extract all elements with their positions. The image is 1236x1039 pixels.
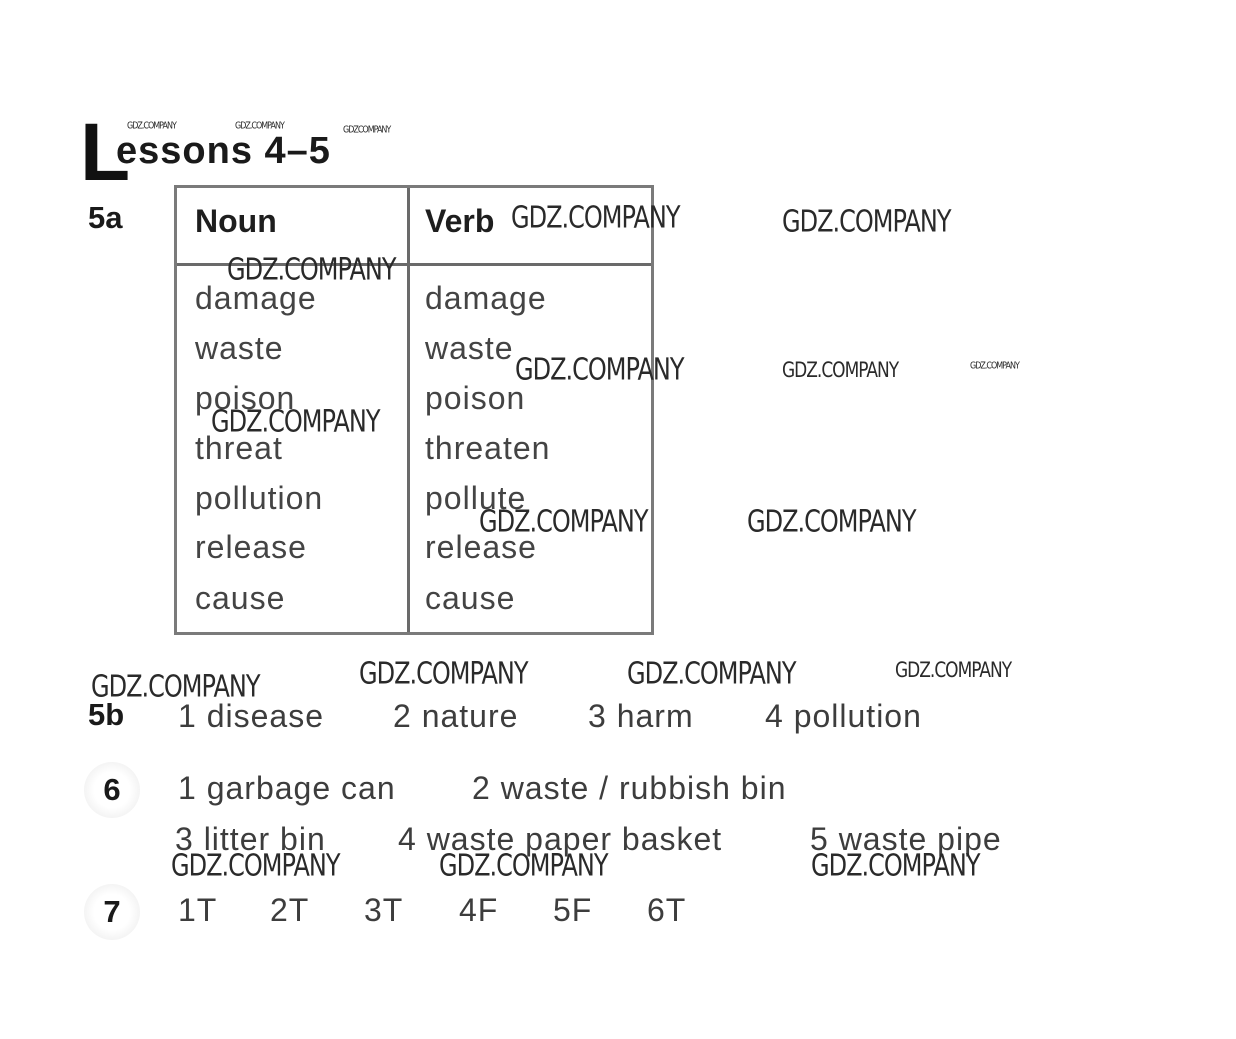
watermark: GDZ.COMPANY bbox=[359, 656, 528, 691]
table-header-noun: Noun bbox=[195, 203, 277, 239]
table-cell-noun: threat bbox=[195, 430, 283, 466]
answer-item: 2T bbox=[270, 892, 310, 928]
page-title: essons 4–5 bbox=[116, 130, 331, 172]
answer-item: 3 harm bbox=[588, 698, 694, 734]
answer-item: 1 disease bbox=[178, 698, 324, 734]
exercise-number-7: 7 bbox=[84, 884, 140, 940]
watermark: GDZ.COMPANY bbox=[782, 204, 951, 239]
table-cell-noun: release bbox=[195, 529, 307, 565]
table-cell-verb: threaten bbox=[425, 430, 551, 466]
answer-item: 4 waste paper basket bbox=[398, 821, 723, 857]
watermark: GDZ.COMPANY bbox=[511, 200, 680, 235]
watermark: GDZ.COMPANY bbox=[171, 848, 340, 883]
table-cell-verb: pollute bbox=[425, 480, 527, 516]
watermark: GDZ.COMPANY bbox=[91, 669, 260, 704]
table-header-verb: Verb bbox=[425, 203, 495, 239]
answer-item: 1 garbage can bbox=[178, 770, 396, 806]
title-initial: L bbox=[80, 107, 131, 198]
watermark: GDZ.COMPANY bbox=[227, 252, 396, 287]
answer-item: 1T bbox=[178, 892, 218, 928]
answer-item: 3 litter bin bbox=[175, 821, 326, 857]
watermark: GDZ.COMPANY bbox=[235, 120, 284, 131]
answer-item: 5F bbox=[553, 892, 593, 928]
table-column-divider bbox=[407, 188, 410, 632]
answer-item: 6T bbox=[647, 892, 687, 928]
watermark: GDZ.COMPANY bbox=[782, 358, 899, 383]
watermark: GDZ.COMPANY bbox=[439, 848, 608, 883]
table-cell-noun: poison bbox=[195, 380, 296, 416]
watermark: GDZ.COMPANY bbox=[970, 360, 1019, 371]
table-cell-verb: poison bbox=[425, 380, 526, 416]
watermark: GDZ.COMPANY bbox=[211, 404, 380, 439]
watermark: GDZCOMPANY bbox=[343, 124, 391, 135]
watermark: GDZ.COMPANY bbox=[627, 656, 796, 691]
watermark: GDZ.COMPANY bbox=[811, 848, 980, 883]
watermark: GDZ.COMPANY bbox=[479, 504, 648, 539]
answer-item: 3T bbox=[364, 892, 404, 928]
answer-item: 2 nature bbox=[393, 698, 519, 734]
table-cell-verb: release bbox=[425, 529, 537, 565]
watermark: GDZ.COMPANY bbox=[127, 120, 176, 131]
answer-item: 2 waste / rubbish bin bbox=[472, 770, 787, 806]
exercise-number-6: 6 bbox=[84, 762, 140, 818]
table-cell-noun: damage bbox=[195, 280, 317, 316]
table-cell-noun: cause bbox=[195, 580, 286, 616]
answer-item: 4F bbox=[459, 892, 499, 928]
table-cell-verb: damage bbox=[425, 280, 547, 316]
table-cell-noun: waste bbox=[195, 330, 284, 366]
watermark: GDZ.COMPANY bbox=[895, 658, 1012, 683]
table-cell-noun: pollution bbox=[195, 480, 324, 516]
answer-item: 4 pollution bbox=[765, 698, 922, 734]
exercise-number-5b: 5b bbox=[88, 697, 125, 732]
answer-item: 5 waste pipe bbox=[810, 821, 1002, 857]
watermark: GDZ.COMPANY bbox=[747, 504, 916, 539]
exercise-number-5a: 5a bbox=[88, 200, 123, 235]
watermark: GDZ.COMPANY bbox=[515, 352, 684, 387]
table-cell-verb: cause bbox=[425, 580, 516, 616]
table-cell-verb: waste bbox=[425, 330, 514, 366]
